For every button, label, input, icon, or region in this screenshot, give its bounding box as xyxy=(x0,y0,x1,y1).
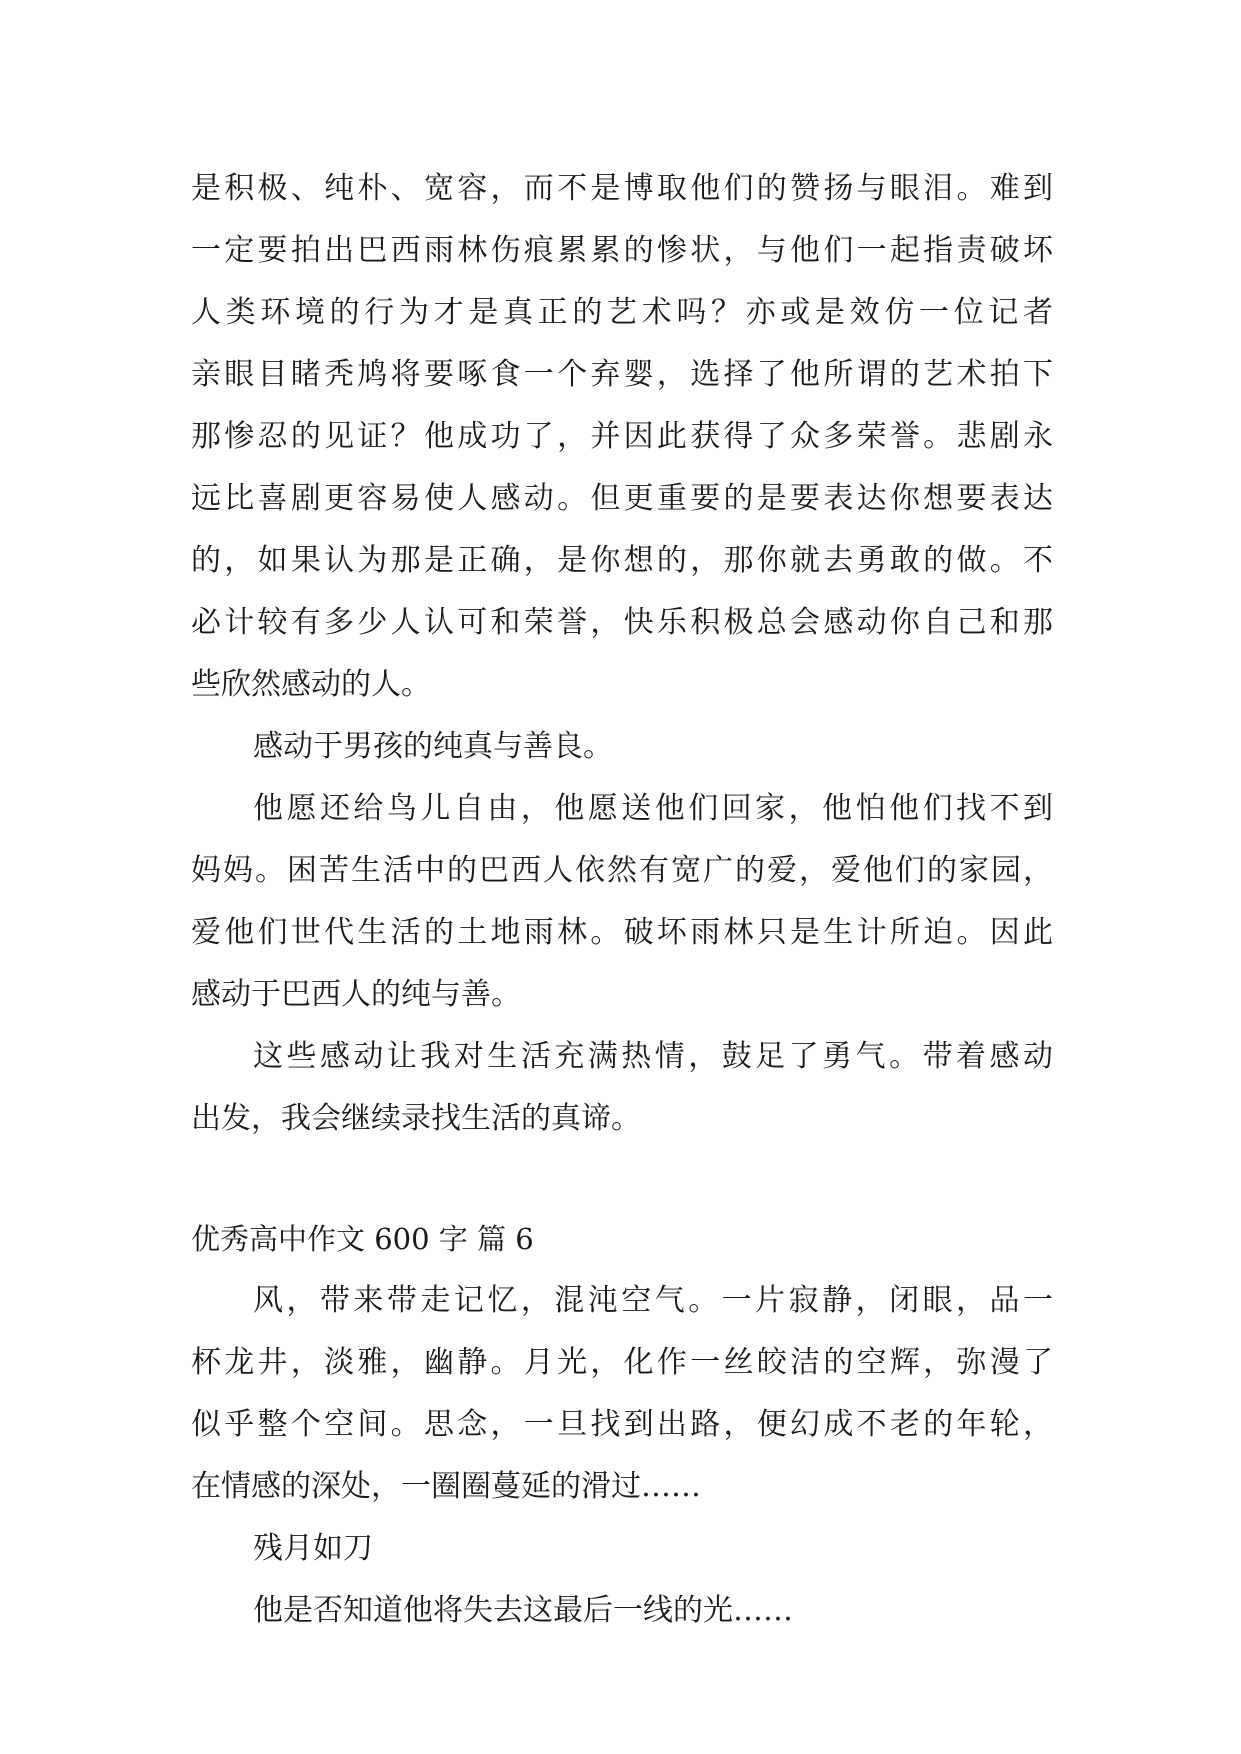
text-line: 些欣然感动的人。 xyxy=(191,667,431,702)
paragraph xyxy=(191,778,1053,1026)
text-line: 妈妈。困苦生活中的巴西人依然有宽广的爱，爱他们的家园， xyxy=(191,853,1053,888)
paragraph xyxy=(191,1026,1053,1150)
text-line: 出发，我会继续录找生活的真谛。 xyxy=(191,1101,641,1136)
text-line: 的，如果认为那是正确，是你想的，那你就去勇敢的做。不 xyxy=(191,543,1053,578)
text-line: 人类环境的行为才是真正的艺术吗？亦或是效仿一位记者 xyxy=(191,295,1053,330)
text-line: 一定要拍出巴西雨林伤痕累累的惨状，与他们一起指责破坏 xyxy=(191,233,1053,268)
document-page xyxy=(191,158,1053,1642)
text-line: 这些感动让我对生活充满热情，鼓足了勇气。带着感动 xyxy=(253,1039,1053,1074)
paragraph xyxy=(191,1518,1053,1580)
text-line: 是积极、纯朴、宽容，而不是博取他们的赞扬与眼泪。难到 xyxy=(191,171,1053,206)
section-heading: 优秀高中作文 600 字 篇 6 xyxy=(191,1222,534,1256)
text-line: 杯龙井，淡雅，幽静。月光，化作一丝皎洁的空辉，弥漫了 xyxy=(191,1345,1053,1380)
text-line: 他是否知道他将失去这最后一线的光…… xyxy=(253,1593,793,1628)
paragraph xyxy=(191,1580,1053,1642)
paragraph xyxy=(191,158,1053,716)
section-gap xyxy=(191,1150,1053,1208)
text-line: 他愿还给鸟儿自由，他愿送他们回家，他怕他们找不到 xyxy=(253,791,1053,826)
paragraph xyxy=(191,716,1053,778)
paragraph xyxy=(191,1270,1053,1518)
text-line: 在情感的深处，一圈圈蔓延的滑过…… xyxy=(191,1469,701,1504)
text-line: 风，带来带走记忆，混沌空气。一片寂静，闭眼，品一 xyxy=(253,1283,1053,1318)
text-line: 感动于男孩的纯真与善良。 xyxy=(253,729,613,764)
text-line: 那惨忍的见证？他成功了，并因此获得了众多荣誉。悲剧永 xyxy=(191,419,1053,454)
text-line: 亲眼目睹秃鸠将要啄食一个弃婴，选择了他所谓的艺术拍下 xyxy=(191,357,1053,392)
text-line: 爱他们世代生活的土地雨林。破坏雨林只是生计所迫。因此 xyxy=(191,915,1053,950)
text-line: 感动于巴西人的纯与善。 xyxy=(191,977,521,1012)
text-line: 远比喜剧更容易使人感动。但更重要的是要表达你想要表达 xyxy=(191,481,1053,516)
text-line: 似乎整个空间。思念，一旦找到出路，便幻成不老的年轮， xyxy=(191,1407,1053,1442)
text-line: 必计较有多少人认可和荣誉，快乐积极总会感动你自己和那 xyxy=(191,605,1053,640)
text-line: 残月如刀 xyxy=(253,1531,373,1566)
